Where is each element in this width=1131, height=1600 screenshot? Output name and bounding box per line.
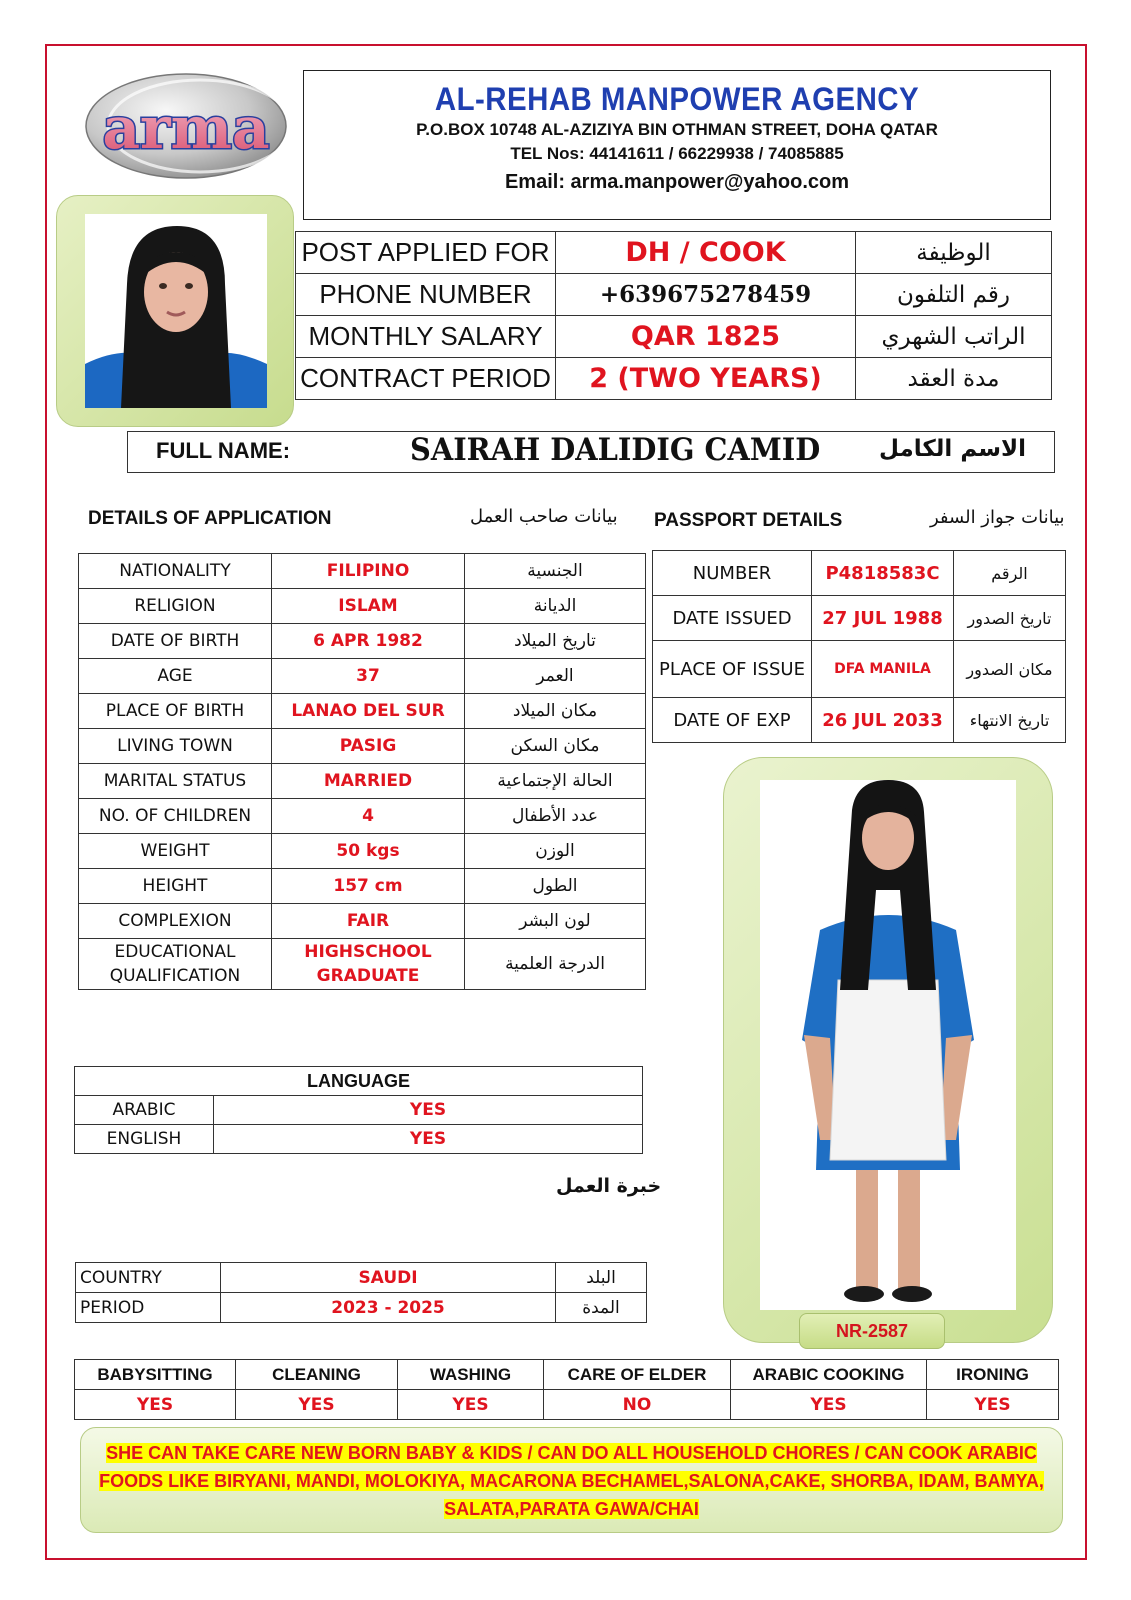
- full-body-photo: [760, 780, 1016, 1310]
- salary-arabic: الراتب الشهري: [856, 316, 1052, 358]
- table-row: [653, 551, 1066, 596]
- post-row-phone: [296, 274, 1052, 316]
- table-row: [653, 698, 1066, 743]
- details-heading-arabic: بيانات صاحب العمل: [470, 506, 618, 527]
- detail-value: 37: [272, 659, 465, 694]
- skill-name: CLEANING: [236, 1360, 398, 1390]
- detail-arabic: تاريخ الميلاد: [465, 624, 646, 659]
- passport-arabic: الرقم: [954, 551, 1066, 596]
- note-line: SHE CAN TAKE CARE NEW BORN BABY & KIDS / CAN DO ALL HOUSEHOLD CHORES / CAN COOK ARABIC: [106, 1443, 1037, 1463]
- detail-value: 6 APR 1982: [272, 624, 465, 659]
- passport-label: DATE OF EXP: [653, 698, 812, 743]
- passport-label: PLACE OF ISSUE: [653, 641, 812, 698]
- detail-arabic: الدرجة العلمية: [465, 939, 646, 990]
- full-name-arabic: الاسم الكامل: [879, 436, 1026, 462]
- note-line: FOODS LIKE BIRYANI, MANDI, MOLOKIYA, MACARONA BECHAMEL,SALONA,CAKE, SHORBA, IDAM, BAMYA,: [99, 1471, 1044, 1491]
- skill-value: YES: [236, 1390, 398, 1420]
- skill-name: CARE OF ELDER: [544, 1360, 731, 1390]
- table-row: [79, 624, 646, 659]
- detail-arabic: عدد الأطفال: [465, 799, 646, 834]
- full-body-photo-frame: [723, 757, 1053, 1343]
- experience-arabic: المدة: [556, 1293, 647, 1323]
- post-row-contract: [296, 358, 1052, 400]
- portrait-photo-frame: [56, 195, 294, 427]
- table-row: [79, 764, 646, 799]
- language-value: YES: [214, 1096, 643, 1125]
- table-row: [653, 596, 1066, 641]
- language-title: LANGUAGE: [75, 1067, 643, 1096]
- detail-arabic: العمر: [465, 659, 646, 694]
- full-name-value: SAIRAH DALIDIG CAMID: [410, 432, 821, 468]
- skills-header-row: [75, 1360, 1059, 1390]
- detail-arabic: الوزن: [465, 834, 646, 869]
- detail-label: LIVING TOWN: [79, 729, 272, 764]
- table-row: [79, 904, 646, 939]
- passport-arabic: مكان الصدور: [954, 641, 1066, 698]
- passport-label: NUMBER: [653, 551, 812, 596]
- details-table: [78, 553, 646, 990]
- experience-label: PERIOD: [76, 1293, 221, 1323]
- detail-arabic: لون البشر: [465, 904, 646, 939]
- detail-arabic: الجنسية: [465, 554, 646, 589]
- passport-label: DATE ISSUED: [653, 596, 812, 641]
- table-row: [76, 1293, 647, 1323]
- language-label: ENGLISH: [75, 1125, 214, 1154]
- skills-table: [74, 1359, 1059, 1420]
- detail-value: PASIG: [272, 729, 465, 764]
- passport-value: 27 JUL 1988: [812, 596, 954, 641]
- detail-label: NO. OF CHILDREN: [79, 799, 272, 834]
- detail-arabic: الديانة: [465, 589, 646, 624]
- skill-name: BABYSITTING: [75, 1360, 236, 1390]
- detail-label: NATIONALITY: [79, 554, 272, 589]
- detail-label: MARITAL STATUS: [79, 764, 272, 799]
- detail-arabic: مكان الميلاد: [465, 694, 646, 729]
- detail-label: WEIGHT: [79, 834, 272, 869]
- detail-value: 157 cm: [272, 869, 465, 904]
- detail-arabic: مكان السكن: [465, 729, 646, 764]
- detail-value: FILIPINO: [272, 554, 465, 589]
- post-label: POST APPLIED FOR: [296, 232, 556, 274]
- note-line: SALATA,PARATA GAWA/CHAI: [444, 1499, 699, 1519]
- language-label: ARABIC: [75, 1096, 214, 1125]
- post-row-salary: [296, 316, 1052, 358]
- detail-label: PLACE OF BIRTH: [79, 694, 272, 729]
- detail-value: HIGHSCHOOL GRADUATE: [272, 939, 465, 990]
- table-row: [79, 659, 646, 694]
- agency-name: AL-REHAB MANPOWER AGENCY: [434, 81, 920, 117]
- skill-value: NO: [544, 1390, 731, 1420]
- detail-label: HEIGHT: [79, 869, 272, 904]
- table-row: [79, 554, 646, 589]
- table-row: [79, 834, 646, 869]
- full-name-box: [127, 431, 1055, 473]
- phone-value: +639675278459: [556, 274, 856, 316]
- experience-value: SAUDI: [221, 1263, 556, 1293]
- table-row: [79, 729, 646, 764]
- language-value: YES: [214, 1125, 643, 1154]
- portrait-photo: [85, 214, 267, 408]
- contract-label: CONTRACT PERIOD: [296, 358, 556, 400]
- detail-value: 50 kgs: [272, 834, 465, 869]
- detail-value: LANAO DEL SUR: [272, 694, 465, 729]
- reference-number-badge: NR-2587: [799, 1313, 945, 1349]
- table-row: [75, 1096, 643, 1125]
- table-row: [79, 869, 646, 904]
- table-row: [75, 1125, 643, 1154]
- passport-value: P4818583C: [812, 551, 954, 596]
- skill-value: YES: [927, 1390, 1059, 1420]
- logo-text: arma: [102, 94, 270, 162]
- table-row: [79, 939, 646, 990]
- experience-table: [75, 1262, 647, 1323]
- agency-email: Email: arma.manpower@yahoo.com: [504, 171, 850, 193]
- passport-arabic: تاريخ الانتهاء: [954, 698, 1066, 743]
- detail-label: EDUCATIONAL QUALIFICATION: [79, 939, 272, 990]
- post-row-post: [296, 232, 1052, 274]
- table-row: [79, 799, 646, 834]
- phone-label: PHONE NUMBER: [296, 274, 556, 316]
- detail-value: FAIR: [272, 904, 465, 939]
- post-value: DH / COOK: [556, 232, 856, 274]
- passport-heading-arabic: بيانات جواز السفر: [930, 507, 1065, 528]
- passport-arabic: تاريخ الصدور: [954, 596, 1066, 641]
- skill-value: YES: [398, 1390, 544, 1420]
- skills-value-row: [75, 1390, 1059, 1420]
- skill-name: WASHING: [398, 1360, 544, 1390]
- agency-address: P.O.BOX 10748 AL-AZIZIYA BIN OTHMAN STREET, DOHA QATAR: [416, 120, 938, 139]
- language-table: [74, 1066, 643, 1154]
- salary-value: QAR 1825: [556, 316, 856, 358]
- passport-heading: PASSPORT DETAILS: [654, 510, 843, 531]
- agency-logo: [82, 66, 296, 182]
- detail-value: ISLAM: [272, 589, 465, 624]
- detail-value: 4: [272, 799, 465, 834]
- detail-value: MARRIED: [272, 764, 465, 799]
- experience-value: 2023 - 2025: [221, 1293, 556, 1323]
- skill-name: IRONING: [927, 1360, 1059, 1390]
- table-row: [76, 1263, 647, 1293]
- phone-arabic: رقم التلفون: [856, 274, 1052, 316]
- experience-arabic: البلد: [556, 1263, 647, 1293]
- table-row: [653, 641, 1066, 698]
- contract-arabic: مدة العقد: [856, 358, 1052, 400]
- post-table: [295, 231, 1052, 400]
- table-row: [75, 1067, 643, 1096]
- skill-value: YES: [75, 1390, 236, 1420]
- skill-value: YES: [731, 1390, 927, 1420]
- skill-name: ARABIC COOKING: [731, 1360, 927, 1390]
- experience-label: COUNTRY: [76, 1263, 221, 1293]
- detail-label: DATE OF BIRTH: [79, 624, 272, 659]
- post-arabic: الوظيفة: [856, 232, 1052, 274]
- agency-phones: TEL Nos: 44141611 / 66229938 / 74085885: [510, 144, 844, 163]
- salary-label: MONTHLY SALARY: [296, 316, 556, 358]
- skills-note: [80, 1427, 1063, 1533]
- passport-table: [652, 550, 1066, 743]
- contract-value: 2 (TWO YEARS): [556, 358, 856, 400]
- table-row: [79, 694, 646, 729]
- detail-arabic: الحالة الإجتماعية: [465, 764, 646, 799]
- detail-label: RELIGION: [79, 589, 272, 624]
- passport-value: DFA MANILA: [812, 641, 954, 698]
- detail-arabic: الطول: [465, 869, 646, 904]
- detail-label: COMPLEXION: [79, 904, 272, 939]
- agency-header: [303, 70, 1051, 220]
- passport-value: 26 JUL 2033: [812, 698, 954, 743]
- full-name-label: FULL NAME:: [156, 438, 291, 463]
- work-experience-title: خبرة العمل: [556, 1175, 662, 1197]
- table-row: [79, 589, 646, 624]
- detail-label: AGE: [79, 659, 272, 694]
- details-heading: DETAILS OF APPLICATION: [88, 508, 332, 529]
